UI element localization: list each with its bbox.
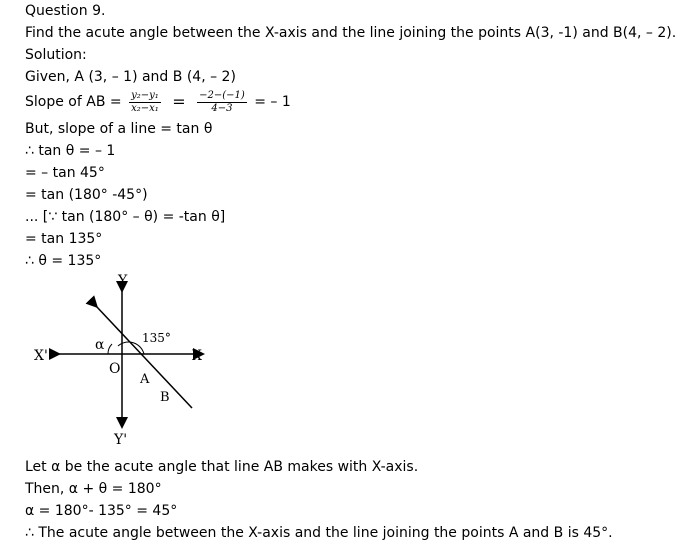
label-origin: O — [109, 361, 121, 377]
label-point-b: B — [160, 390, 170, 405]
step-line: = tan (180° -45°) — [25, 187, 148, 203]
slope-fraction-values — [197, 90, 247, 115]
line-ab — [96, 306, 192, 408]
slope-prefix: Slope of AB = — [25, 94, 122, 110]
step-line: ∴ θ = 135° — [25, 253, 102, 269]
slope-fraction-general — [129, 90, 161, 115]
step-line: ... [∵ tan (180° – θ) = -tan θ] — [25, 209, 226, 225]
conclusion-line: Then, α + θ = 180° — [25, 481, 162, 497]
label-x-prime: X' — [34, 348, 48, 364]
question-text: Find the acute angle between the X-axis and the line joining the points A(3, -1) and B(4, – 2). — [25, 25, 677, 41]
step-line: = – tan 45° — [25, 165, 105, 181]
given-line: Given, A (3, – 1) and B (4, – 2) — [25, 69, 236, 85]
solution-heading: Solution: — [25, 47, 87, 63]
conclusion-line: α = 180°- 135° = 45° — [25, 503, 178, 519]
fraction-numerator: −2−(−1) — [199, 89, 245, 101]
step-line: But, slope of a line = tan θ — [25, 121, 213, 137]
step-line: = tan 135° — [25, 231, 103, 247]
fraction-denominator: x₂−x₁ — [131, 102, 159, 114]
label-angle-135: 135° — [142, 331, 171, 345]
conclusion-line: ∴ The acute angle between the X-axis and the line joining the points A and B is 45°. — [25, 525, 613, 541]
fraction-denominator: 4−3 — [211, 102, 233, 114]
label-point-a: A — [140, 372, 150, 387]
conclusion-line: Let α be the acute angle that line AB makes with X-axis. — [25, 459, 419, 475]
label-x: X — [192, 348, 202, 364]
step-line: ∴ tan θ = – 1 — [25, 143, 116, 159]
fraction-numerator: y₂−y₁ — [131, 89, 159, 101]
question-title: Question 9. — [25, 3, 106, 19]
slope-result: = – 1 — [254, 94, 291, 110]
label-y: Y — [118, 273, 128, 289]
equals-sign: = — [172, 92, 186, 111]
label-y-prime: Y' — [114, 432, 128, 448]
angle-diagram — [30, 268, 230, 448]
slope-formula — [25, 88, 291, 116]
alpha-arc — [108, 344, 112, 354]
label-alpha: α — [95, 337, 105, 353]
